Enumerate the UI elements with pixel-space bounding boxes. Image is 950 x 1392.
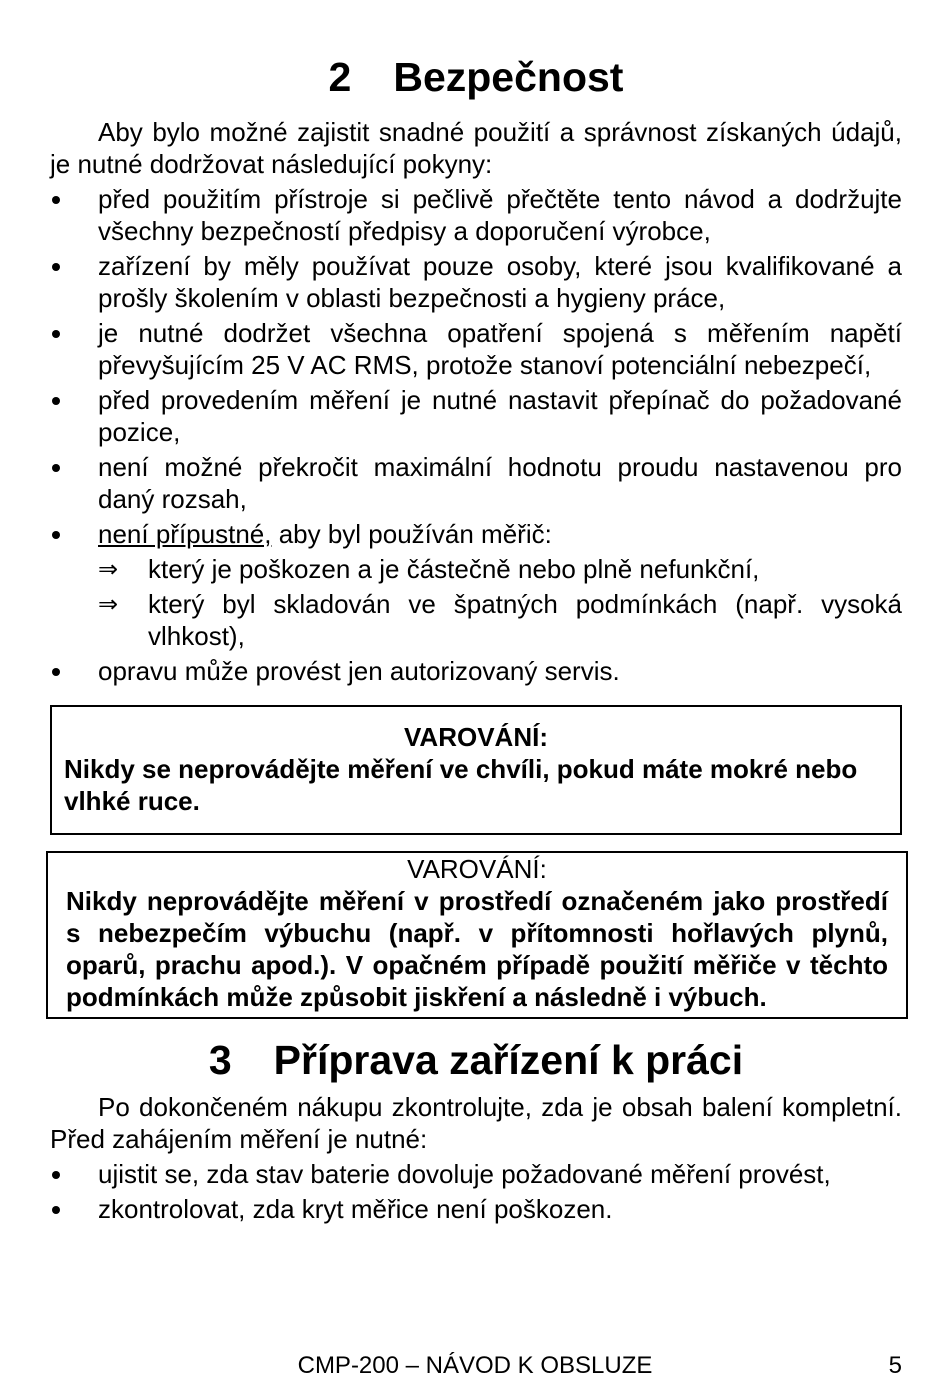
list-item bbox=[50, 451, 902, 515]
bullet-icon bbox=[52, 464, 60, 472]
section-title: Příprava zařízení k práci bbox=[273, 1037, 744, 1083]
underlined-text: není přípustné, bbox=[98, 519, 272, 549]
warning-title: VAROVÁNÍ: bbox=[407, 854, 547, 884]
page-content bbox=[50, 52, 902, 1225]
list-item-text: aby byl používán měřič: bbox=[271, 519, 552, 549]
safety-list bbox=[50, 183, 902, 550]
list-item bbox=[50, 1158, 902, 1190]
warning-text: Nikdy neprovádějte měření v prostředí označeném jako prostředí s nebezpečím výbuchu (např. v přítomnosti hořlavých plynů, oparů, prachu apod.). V opačném případě použití měřiče v těchto podmínkách může způsobit jiskření a následně i výbuch. bbox=[66, 886, 888, 1012]
list-item bbox=[50, 518, 902, 550]
list-item-text: zkontrolovat, zda kryt měřice není poškozen. bbox=[98, 1194, 613, 1224]
implies-arrow-icon: ⇒ bbox=[98, 590, 119, 618]
footer-document-title: CMP-200 – NÁVOD K OBSLUZE bbox=[297, 1352, 653, 1379]
section-heading-3 bbox=[50, 1035, 902, 1085]
list-item bbox=[50, 317, 902, 381]
list-item bbox=[50, 384, 902, 448]
section-number: 3 bbox=[208, 1037, 232, 1083]
list-item bbox=[50, 250, 902, 314]
section-number: 2 bbox=[328, 54, 352, 100]
list-item-text: před použitím přístroje si pečlivě přečtěte tento návod a dodržujte všechny bezpečností předpisy a doporučení výrobce, bbox=[98, 184, 902, 246]
page-footer bbox=[0, 1352, 950, 1392]
implies-arrow-icon: ⇒ bbox=[98, 555, 119, 583]
list-item bbox=[50, 1193, 902, 1225]
list-item bbox=[50, 183, 902, 247]
sub-list-item-text: který byl skladován ve špatných podmínkách (např. vysoká vlhkost), bbox=[148, 589, 902, 651]
warning-box bbox=[50, 705, 902, 835]
sub-list bbox=[98, 553, 902, 652]
section-heading-2 bbox=[50, 52, 902, 102]
list-item-text: ujistit se, zda stav baterie dovoluje požadované měření provést, bbox=[98, 1159, 831, 1189]
warning-text: Nikdy se neprovádějte měření ve chvíli, pokud máte mokré nebo vlhké ruce. bbox=[64, 754, 858, 816]
bullet-icon bbox=[52, 330, 60, 338]
list-item-text: opravu může provést jen autorizovaný servis. bbox=[98, 656, 620, 686]
intro-paragraph: Po dokončeném nákupu zkontrolujte, zda je obsah balení kompletní. Před zahájením měření je nutné: bbox=[50, 1092, 902, 1154]
bullet-icon bbox=[52, 1206, 60, 1214]
page-number: 5 bbox=[888, 1352, 902, 1379]
list-item-text: je nutné dodržet všechna opatření spojená s měřením napětí převyšujícím 25 V AC RMS, protože stanoví potenciální nebezpečí, bbox=[98, 318, 902, 380]
list-item-text: před provedením měření je nutné nastavit přepínač do požadované pozice, bbox=[98, 385, 902, 447]
bullet-icon bbox=[52, 531, 60, 539]
section-title: Bezpečnost bbox=[393, 54, 624, 100]
bullet-icon bbox=[52, 1171, 60, 1179]
list-item-text: není možné překročit maximální hodnotu proudu nastavenou pro daný rozsah, bbox=[98, 452, 902, 514]
section-3 bbox=[50, 1035, 902, 1225]
bullet-icon bbox=[52, 397, 60, 405]
bullet-icon bbox=[52, 668, 60, 676]
safety-list-end bbox=[50, 655, 902, 687]
warning-box bbox=[46, 851, 908, 1019]
sub-list-item bbox=[98, 553, 902, 585]
preparation-list bbox=[50, 1158, 902, 1225]
list-item bbox=[50, 655, 902, 687]
sub-list-item-text: který je poškozen a je částečně nebo plně nefunkční, bbox=[148, 554, 760, 584]
list-item-text: zařízení by měly používat pouze osoby, které jsou kvalifikované a prošly školením v oblasti bezpečnosti a hygieny práce, bbox=[98, 251, 902, 313]
bullet-icon bbox=[52, 196, 60, 204]
sub-list-item bbox=[98, 588, 902, 652]
bullet-icon bbox=[52, 263, 60, 271]
warning-title: VAROVÁNÍ: bbox=[404, 722, 548, 752]
intro-paragraph: Aby bylo možné zajistit snadné použití a správnost získaných údajů, je nutné dodržovat následující pokyny: bbox=[50, 117, 902, 179]
